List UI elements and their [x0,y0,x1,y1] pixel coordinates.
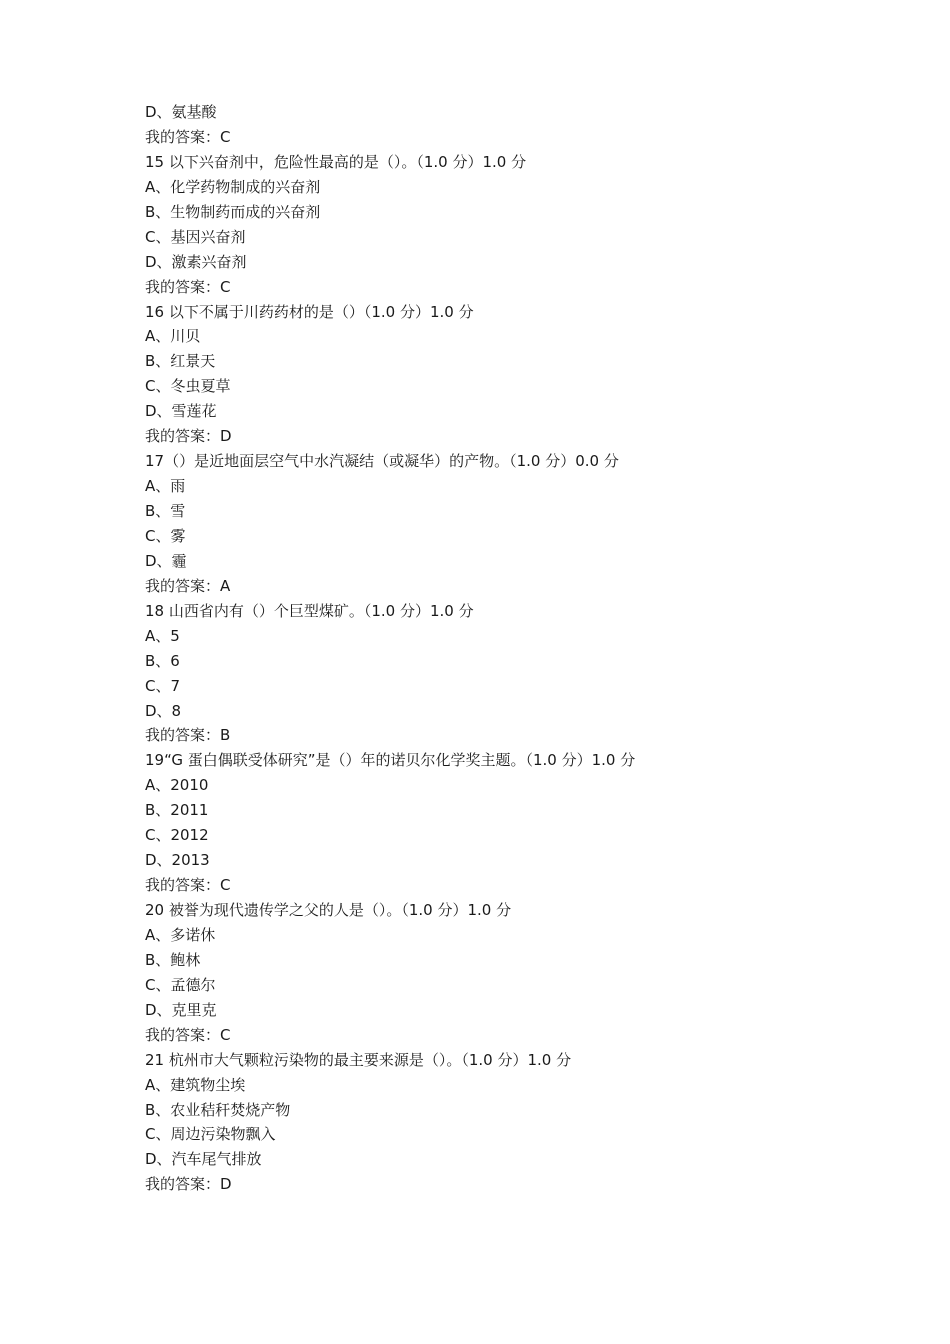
option-line: C、2012 [145,826,209,845]
question-21: 21 杭州市大气颗粒污染物的最主要来源是（）。（1.0 分）1.0 分 [145,1050,572,1069]
option-line: A、5 [145,626,180,645]
option-line: A、多诺休 [145,925,216,944]
option-line: D、激素兴奋剂 [145,252,247,271]
answer-line: 我的答案：A [145,576,231,595]
question-15: 15 以下兴奋剂中，危险性最高的是（）。（1.0 分）1.0 分 [145,152,527,171]
option-line: D、霾 [145,551,187,570]
option-line: A、雨 [145,477,186,496]
option-line: D、2013 [145,851,210,870]
answer-line: 我的答案：B [145,726,231,745]
question-19: 19“G 蛋白偶联受体研究”是（）年的诺贝尔化学奖主题。（1.0 分）1.0 分 [145,751,636,770]
option-line: B、生物制药而成的兴奋剂 [145,202,321,221]
answer-line: 我的答案：D [145,427,232,446]
answer-line: 我的答案：C [145,1025,231,1044]
answer-line: 我的答案：C [145,277,231,296]
option-line: B、6 [145,651,180,670]
option-line: B、2011 [145,801,209,820]
document-body [145,100,845,1197]
option-line: A、化学药物制成的兴奋剂 [145,177,321,196]
option-line: D、8 [145,701,182,720]
question-17: 17（）是近地面层空气中水汽凝结（或凝华）的产物。（1.0 分）0.0 分 [145,452,619,471]
option-line: B、红景天 [145,352,216,371]
option-line: C、冬虫夏草 [145,377,231,396]
option-line: C、周边污染物飘入 [145,1125,276,1144]
option-line: D、雪莲花 [145,402,217,421]
option-line: A、川贝 [145,327,201,346]
answer-line: 我的答案：C [145,127,231,146]
option-line: A、2010 [145,776,209,795]
option-line: D、氨基酸 [145,103,217,121]
option-line: D、汽车尾气排放 [145,1150,262,1169]
option-line: B、农业秸秆焚烧产物 [145,1100,291,1119]
question-20: 20 被誉为现代遗传学之父的人是（）。（1.0 分）1.0 分 [145,901,512,919]
option-line: C、雾 [145,526,186,545]
option-line: B、鲍林 [145,950,201,969]
answer-line: 我的答案：D [145,1175,232,1194]
answer-line: 我的答案：C [145,876,231,895]
option-line: C、基因兴奋剂 [145,227,246,246]
option-line: C、孟德尔 [145,975,216,994]
option-line: D、克里克 [145,1000,217,1019]
option-line: B、雪 [145,502,186,520]
question-18: 18 山西省内有（）个巨型煤矿。（1.0 分）1.0 分 [145,601,474,620]
question-16: 16 以下不属于川药药材的是（）（1.0 分）1.0 分 [145,302,474,321]
option-line: C、7 [145,676,181,695]
option-line: A、建筑物尘埃 [145,1075,246,1094]
